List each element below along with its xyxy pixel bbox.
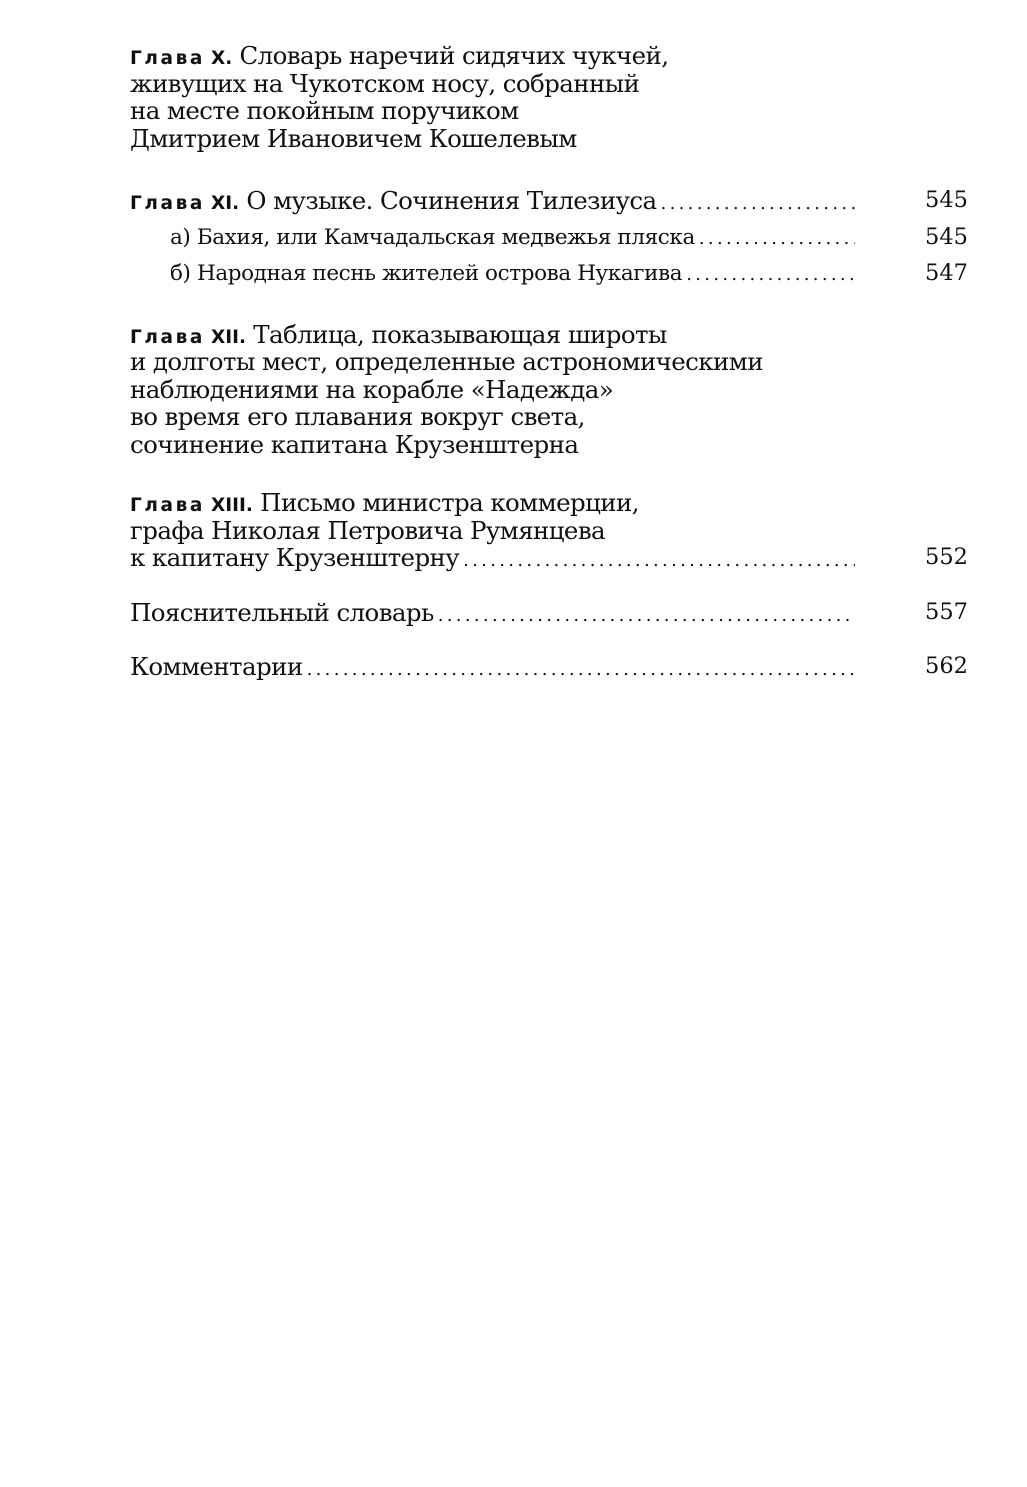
chapter-10-line-1 [130, 42, 970, 70]
dot-leader [463, 547, 855, 575]
leader-row [170, 260, 855, 289]
chapter-title-line: наблюдениями на корабле «Надежда» [130, 374, 614, 404]
dot-leader [686, 261, 855, 289]
leader-row [130, 653, 855, 684]
toc-entry-chapter-11[interactable] [130, 187, 970, 215]
subentry-line [130, 224, 970, 252]
chapter-number: XIII. [211, 495, 253, 516]
chapter-12-line-1 [130, 321, 970, 349]
subentry-title: а) Бахия, или Камчадальская медвежья пляска [170, 224, 695, 250]
chapter-word: Глава [130, 193, 206, 214]
chapter-number: XI. [211, 193, 240, 214]
chapter-number: X. [211, 48, 233, 69]
chapter-title-line: графа Николая Петровича Румянцева [130, 515, 606, 545]
page-number: 547 [925, 260, 968, 286]
leader-row [130, 544, 855, 575]
chapter-number: XII. [211, 326, 247, 348]
chapter-title-line: Словарь наречий сидячих чукчей, [239, 41, 669, 70]
subentry-line [130, 260, 970, 288]
page-number: 545 [925, 223, 968, 250]
glossary-line [130, 599, 970, 627]
dot-leader [661, 190, 855, 218]
chapter-title-line: и долготы мест, определенные астрономическими [130, 347, 763, 376]
comments-line [130, 653, 970, 681]
toc-subentry-bakhia[interactable] [130, 224, 970, 252]
page-number: 552 [925, 544, 968, 570]
chapter-title-line: к капитану Крузенштерну [130, 544, 460, 572]
leader-row [130, 599, 855, 630]
chapter-13-last-line [130, 544, 970, 572]
chapter-word: Глава [130, 326, 206, 348]
chapter-11-heading [130, 187, 657, 218]
chapter-title-line: во время его плавания вокруг света, [130, 402, 585, 431]
chapter-title-line: сочинение капитана Крузенштерна [130, 429, 579, 459]
chapter-title-line: живущих на Чукотском носу, собранный [130, 68, 640, 98]
chapter-title-line: Таблица, показывающая широты [253, 319, 667, 349]
toc-entry-chapter-13[interactable] [130, 489, 970, 572]
toc-subentry-nukagiva-song[interactable] [130, 260, 970, 288]
toc-entry-chapter-12[interactable] [130, 321, 970, 459]
page-number: 562 [925, 653, 968, 679]
toc-entry-comments[interactable] [130, 653, 970, 681]
chapter-11-line-1 [130, 187, 970, 215]
dot-leader [438, 602, 855, 630]
leader-row [130, 187, 855, 218]
page-number: 545 [925, 187, 968, 213]
leader-row [170, 224, 855, 253]
chapter-title-line: Дмитрием Ивановичем Кошелевым [130, 123, 577, 153]
toc-entry-glossary[interactable] [130, 599, 970, 627]
dot-leader [307, 656, 855, 684]
table-of-contents [130, 40, 970, 681]
chapter-title-line: на месте покойным поручиком [130, 96, 519, 125]
subentry-title: б) Народная песнь жителей острова Нукагива [170, 261, 683, 286]
chapter-13-line-1 [130, 489, 970, 517]
chapter-word: Глава [130, 48, 206, 69]
chapter-word: Глава [130, 495, 206, 516]
glossary-title: Пояснительный словарь [130, 598, 434, 627]
chapter-title-line: Письмо министра коммерции, [260, 488, 639, 517]
dot-leader [699, 225, 855, 253]
toc-entry-chapter-10[interactable] [130, 42, 970, 152]
chapter-title: О музыке. Сочинения Тилезиуса [246, 187, 657, 215]
page-number: 557 [925, 598, 968, 625]
comments-title: Комментарии [130, 653, 303, 681]
